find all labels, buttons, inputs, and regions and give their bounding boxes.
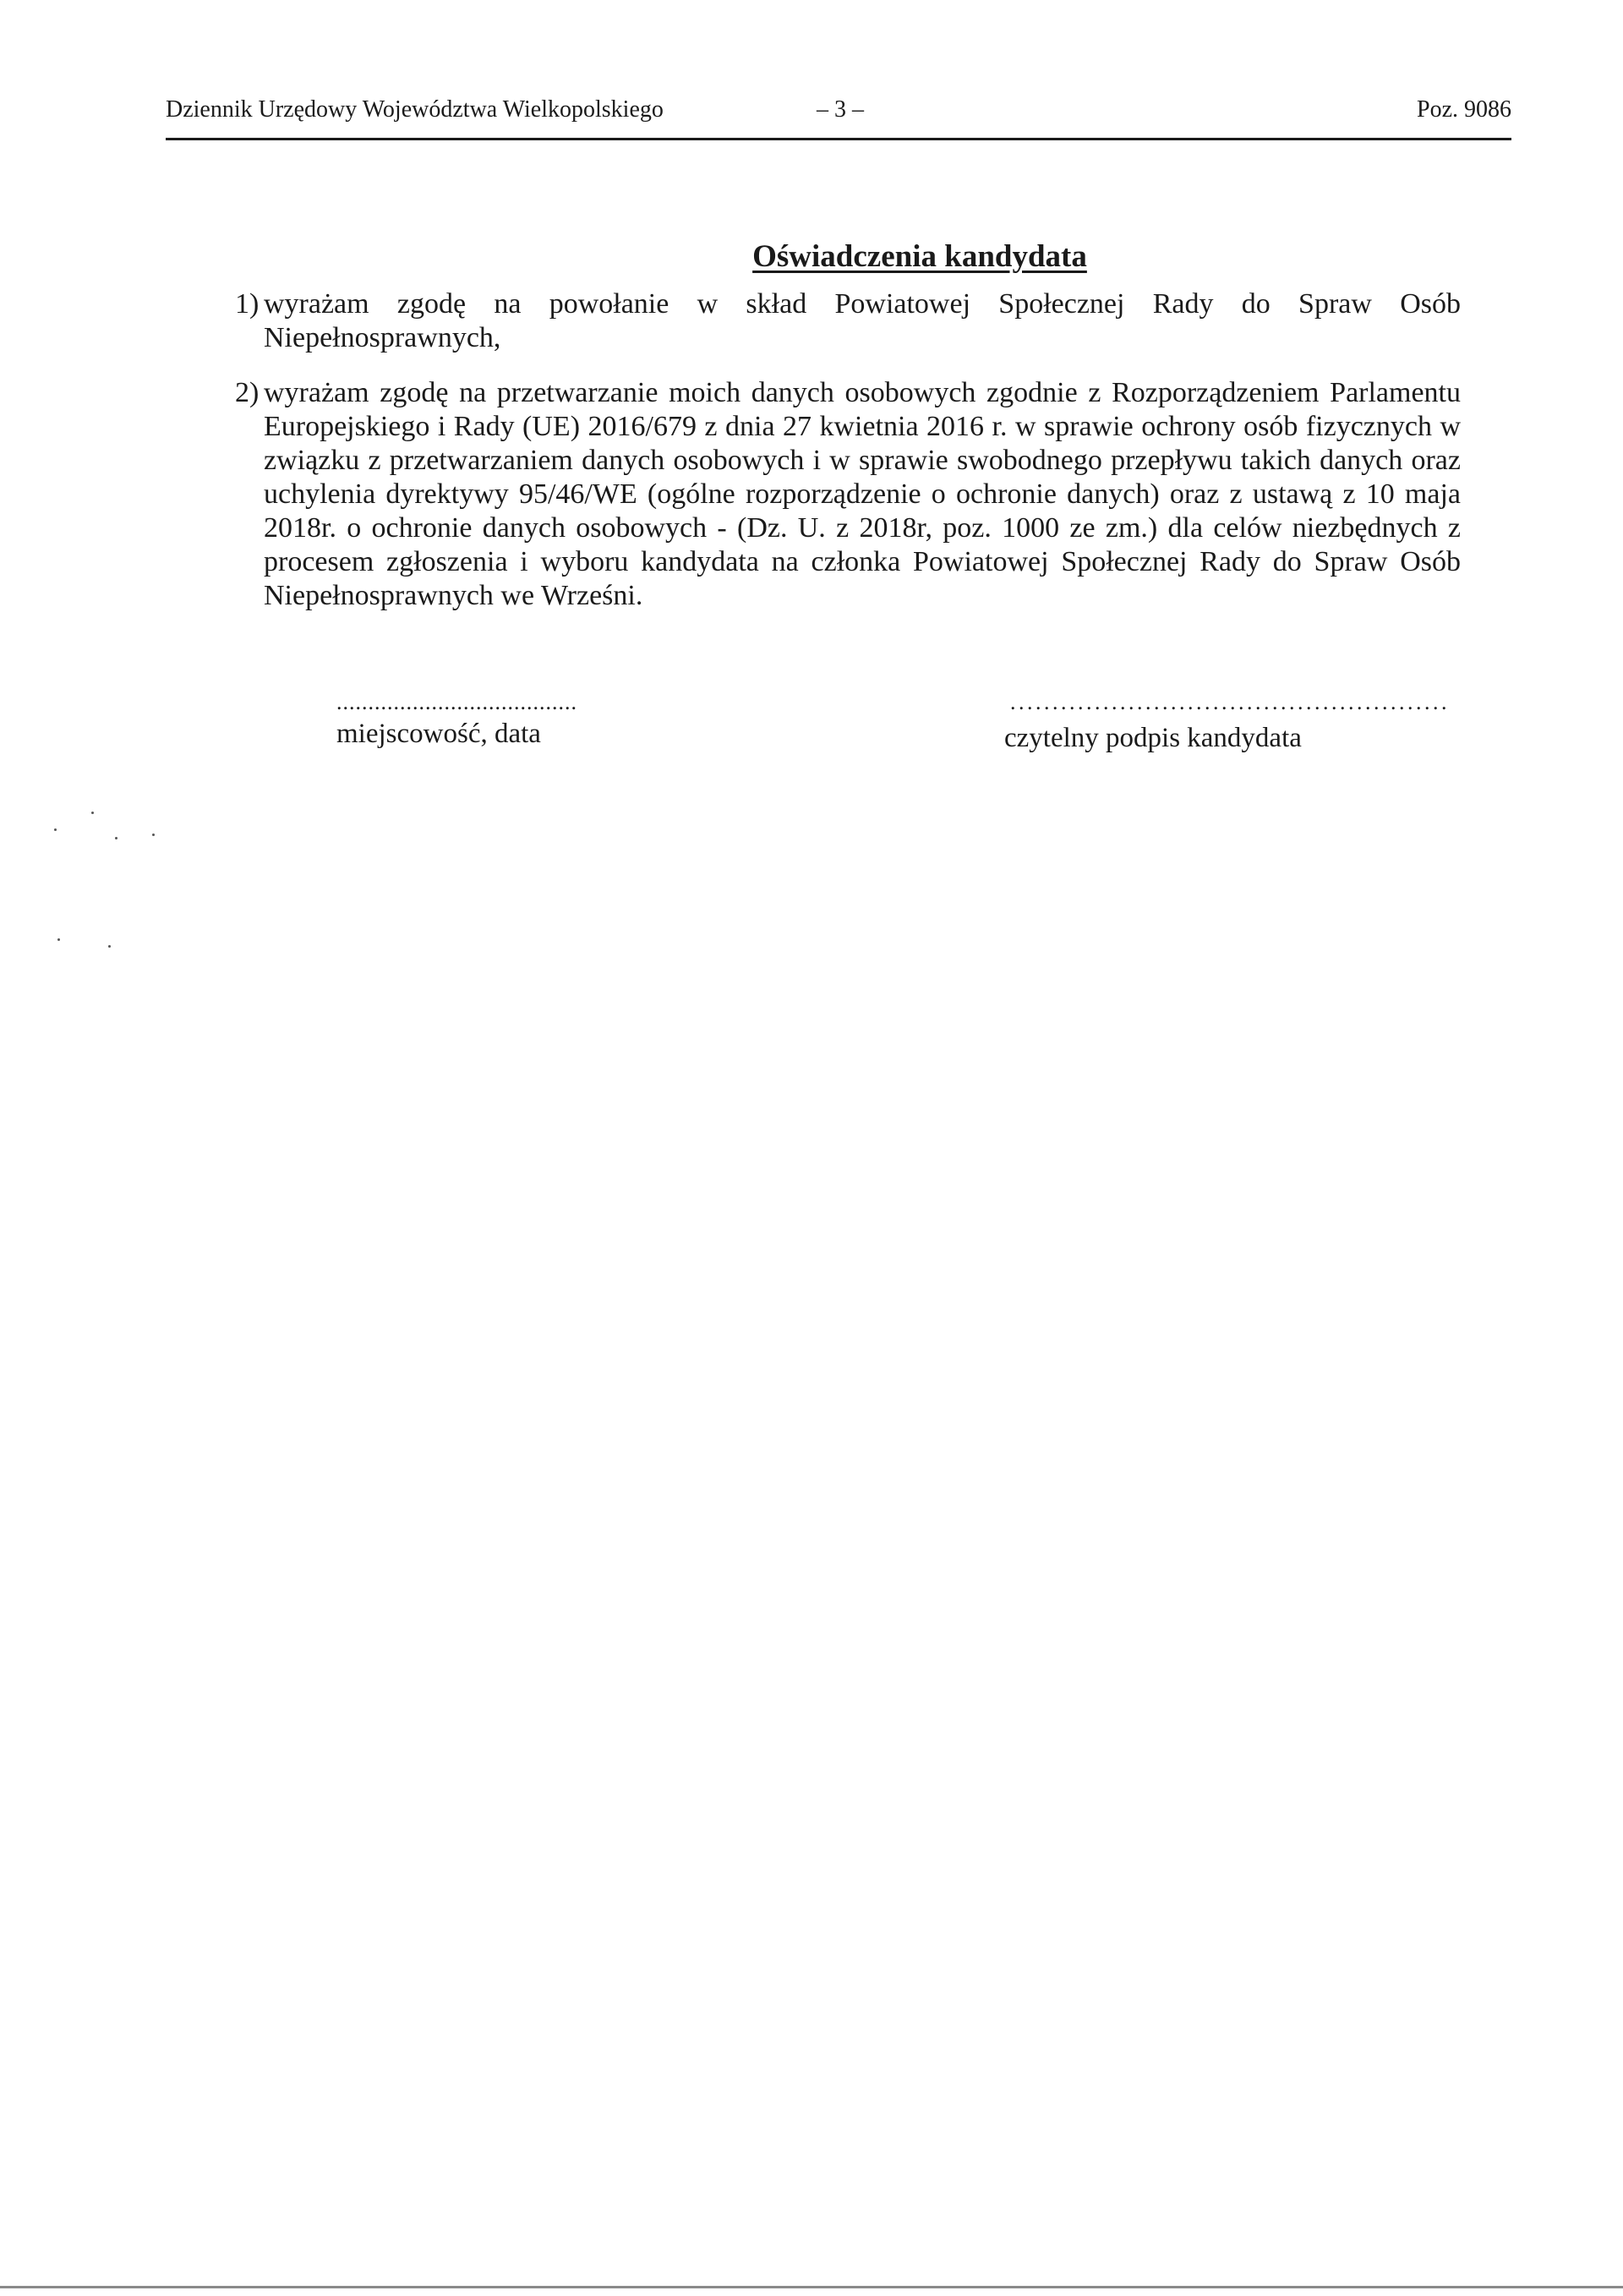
header-rule bbox=[166, 138, 1511, 140]
place-date-line: ...................................... bbox=[336, 690, 577, 714]
scan-speck bbox=[54, 828, 57, 831]
scan-bottom-edge bbox=[0, 2286, 1623, 2288]
journal-name: Dziennik Urzędowy Województwa Wielkopolskiego bbox=[166, 96, 664, 123]
scan-speck bbox=[57, 938, 60, 941]
signature-label: czytelny podpis kandydata bbox=[1004, 723, 1302, 753]
statement-list bbox=[235, 287, 1461, 634]
statement-number: 2) bbox=[235, 377, 260, 408]
statement-text: wyrażam zgodę na powołanie w skład Powiatowej Społecznej Rady do Spraw Osób Niepełnosprawnych, bbox=[264, 288, 1461, 353]
scan-speck bbox=[115, 837, 117, 839]
scan-speck bbox=[91, 812, 94, 814]
signature-line: .................................................... bbox=[1010, 690, 1450, 714]
page-title: Oświadczenia kandydata bbox=[752, 239, 1087, 274]
place-date-label: miejscowość, data bbox=[336, 719, 541, 749]
statement-number: 1) bbox=[235, 288, 260, 320]
page-number: – 3 – bbox=[817, 96, 864, 123]
scan-speck bbox=[152, 834, 155, 836]
statement-text: wyrażam zgodę na przetwarzanie moich danych osobowych zgodnie z Rozporządzeniem Parlamentu Europejskiego i Rady (UE) 2016/679 z dnia 27 kwietnia 2016 r. w sprawie ochrony osób fizycznych w związku z przetwarzaniem danych osobowych i w sprawie swobodnego przepływu takich danych oraz uchylenia dyrektywy 95/46/WE (ogólne rozporządzenie o ochronie danych) oraz z ustawą z 10 maja 2018r. o ochronie danych osobowych - (Dz. U. z 2018r, poz. 1000 ze zm.) dla celów niezbędnych z procesem zgłoszenia i wyboru kandydata na członka Powiatowej Społecznej Rady do Spraw Osób Niepełnosprawnych we Wrześni. bbox=[264, 377, 1461, 611]
statement-item-1 bbox=[235, 287, 1461, 355]
scan-speck bbox=[108, 945, 111, 948]
position-number: Poz. 9086 bbox=[1417, 96, 1511, 123]
page-header bbox=[166, 96, 1511, 134]
statement-item-2 bbox=[235, 376, 1461, 613]
